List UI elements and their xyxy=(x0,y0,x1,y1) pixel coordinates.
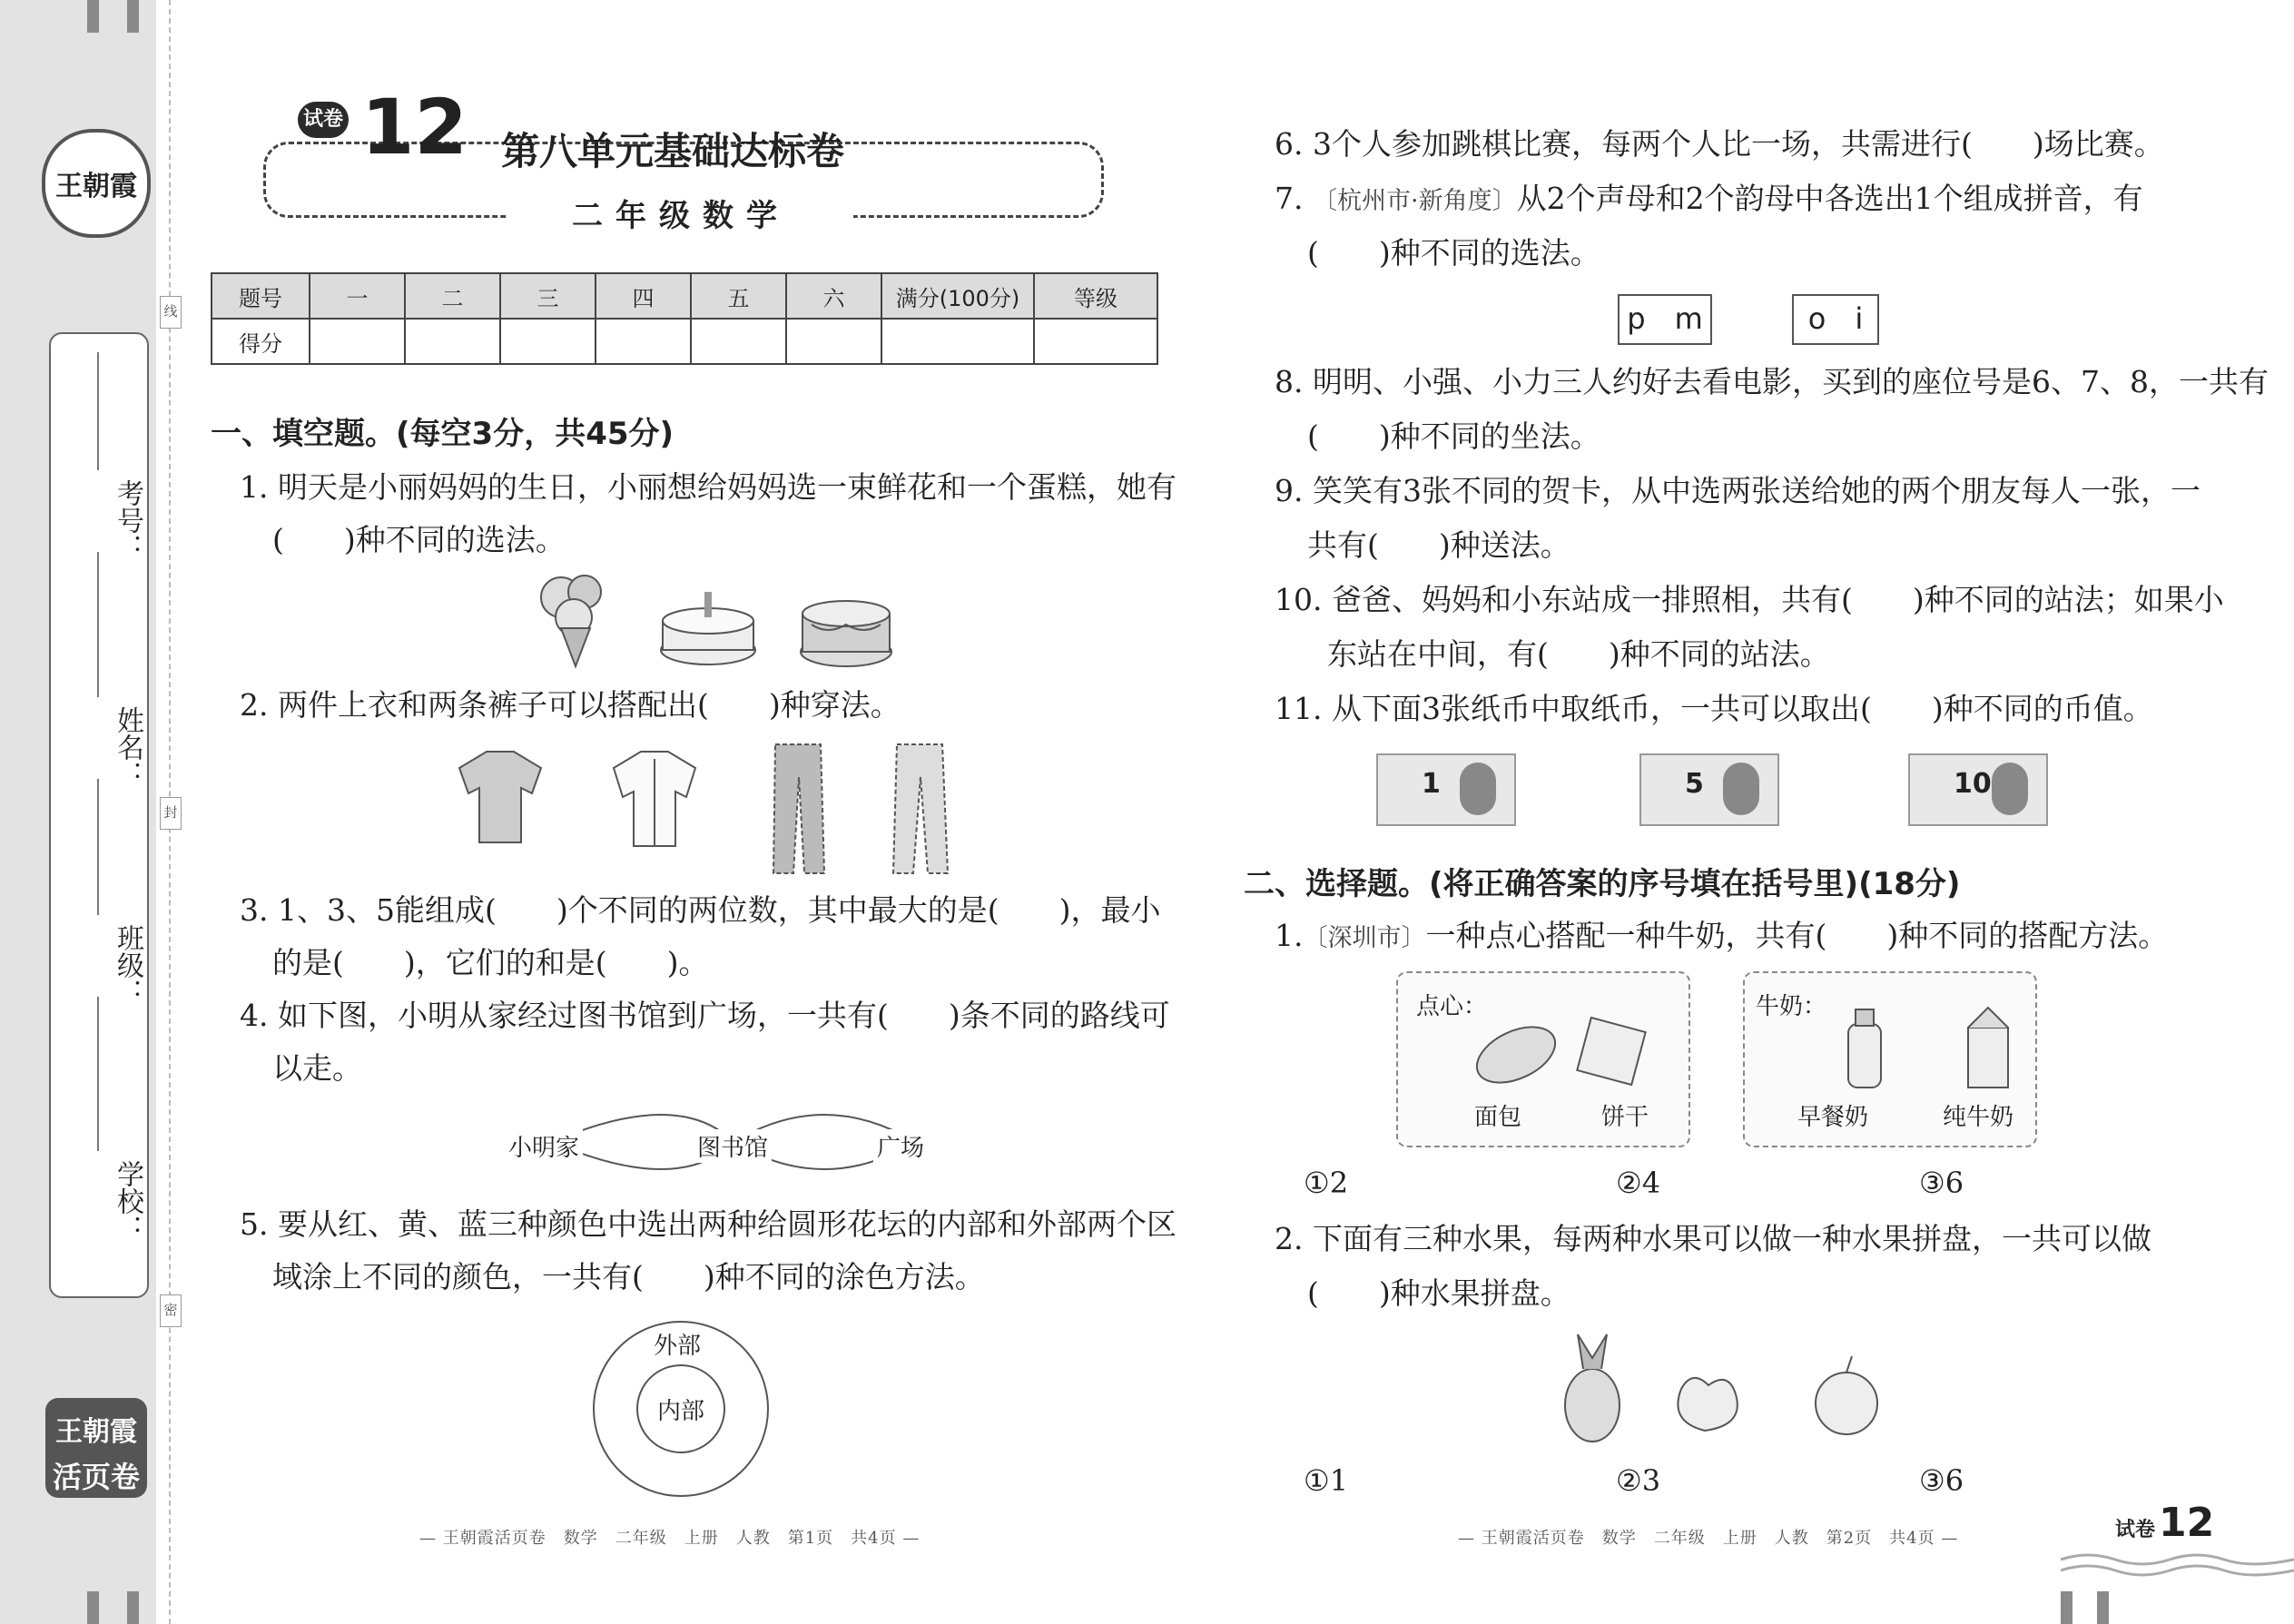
cut-mark: 密 xyxy=(160,1294,182,1327)
q7-text: 从2个声母和2个韵母中各选出1个组成拼音，有 xyxy=(1516,181,2143,216)
pinyin-initials-box: p m xyxy=(1618,294,1712,345)
s2-q2-line2: ( )种水果拼盘。 xyxy=(1307,1275,1570,1311)
q8-line2: ( )种不同的坐法。 xyxy=(1307,418,1600,454)
milk-breakfast: 早餐奶 xyxy=(1797,1104,1869,1131)
q4-line2: 以走。 xyxy=(272,1050,362,1086)
flowers-cakes-image xyxy=(527,570,908,672)
bouquet-icon xyxy=(541,576,601,666)
score-cell[interactable] xyxy=(310,319,405,364)
milk-pure: 纯牛奶 xyxy=(1943,1104,2014,1131)
score-header-cell: 三 xyxy=(500,273,596,319)
binding-bar xyxy=(87,1591,99,1624)
snack-label: 点心： xyxy=(1416,993,1488,1020)
s2-q1-option-1[interactable]: ①2 xyxy=(1304,1166,1349,1200)
clothes-image xyxy=(450,741,977,877)
exam-number-label: 考号： xyxy=(112,479,143,561)
q1-line1: 1. 明天是小丽妈妈的生日，小丽想给妈妈选一束鲜花和一个蛋糕，她有 xyxy=(240,469,1177,505)
section1-title: 一、填空题。(每空3分，共45分) xyxy=(211,416,674,452)
q1-line2: ( )种不同的选法。 xyxy=(272,522,566,557)
bread-icon xyxy=(1471,1016,1564,1088)
milk-label: 牛奶： xyxy=(1756,993,1827,1020)
score-header-cell: 五 xyxy=(691,273,786,319)
q4-line1: 4. 如下图，小明从家经过图书馆到广场，一共有( )条不同的路线可 xyxy=(240,998,1170,1033)
score-header-row xyxy=(212,273,1157,319)
banknote-1 xyxy=(1376,753,1516,826)
s2-q2-option-2[interactable]: ②3 xyxy=(1616,1463,1661,1498)
binding-bar xyxy=(2061,1591,2072,1624)
q9-line2: 共有( )种送法。 xyxy=(1307,527,1570,563)
q5-line1: 5. 要从红、黄、蓝三种颜色中选出两种给圆形花坛的内部和外部两个区 xyxy=(240,1206,1177,1242)
score-row xyxy=(212,319,1157,364)
s2-q2-option-3[interactable]: ③6 xyxy=(1919,1463,1964,1498)
banknote-10 xyxy=(1908,753,2048,826)
q3-line2: 的是( )，它们的和是( )。 xyxy=(272,945,709,980)
q9-line1: 9. 笑笑有3张不同的贺卡，从中选两张送给她的两个朋友每人一张，一 xyxy=(1275,473,2200,508)
school-label: 学校： xyxy=(112,1160,143,1242)
score-cell[interactable] xyxy=(500,319,596,364)
snack-bread: 面包 xyxy=(1474,1104,1522,1131)
score-header-cell: 六 xyxy=(786,273,881,319)
score-header-cell: 二 xyxy=(405,273,500,319)
wave-decoration xyxy=(2061,1550,2294,1587)
peach-icon xyxy=(1678,1378,1737,1431)
score-cell[interactable] xyxy=(405,319,500,364)
corner-number: 12 xyxy=(2159,1500,2215,1546)
banknote-value: 5 xyxy=(1685,768,1704,800)
score-cell[interactable] xyxy=(786,319,881,364)
q10-line2: 东站在中间，有( )种不同的站法。 xyxy=(1327,636,1830,672)
name-label: 姓名： xyxy=(112,706,143,788)
q2: 2. 两件上衣和两条裤子可以搭配出( )种穿法。 xyxy=(240,687,901,723)
score-cell[interactable] xyxy=(1034,319,1157,364)
exam-number-field-line[interactable] xyxy=(97,552,99,697)
brand-logo-text: 王朝霞 xyxy=(55,171,137,202)
snack-panel xyxy=(1396,971,1690,1147)
q7-line1 xyxy=(1275,172,2143,228)
route-library: 图书馆 xyxy=(694,1129,772,1163)
s2-q2-line1: 2. 下面有三种水果，每两种水果可以做一种水果拼盘，一共可以做 xyxy=(1275,1221,2151,1256)
portrait-icon xyxy=(1992,763,2028,815)
paper-number: 12 xyxy=(361,83,468,172)
inner-region-label: 内部 xyxy=(657,1398,705,1425)
score-cell[interactable] xyxy=(691,319,786,364)
banknote-value: 1 xyxy=(1422,768,1441,800)
corner-badge: 试卷 xyxy=(2115,1519,2156,1541)
portrait-icon xyxy=(1460,763,1496,815)
q6: 6. 3个人参加跳棋比赛，每两个人比一场，共需进行( )场比赛。 xyxy=(1275,126,2164,162)
portrait-icon xyxy=(1723,763,1759,815)
footer-left: — 王朝霞活页卷 数学 二年级 上册 人教 第1页 共4页 — xyxy=(419,1529,921,1548)
s2-q1 xyxy=(1275,910,2168,965)
s2-q1-text: 一种点心搭配一种牛奶，共有( )种不同的搭配方法。 xyxy=(1425,918,2169,953)
q8-line1: 8. 明明、小强、小力三人约好去看电影，买到的座位号是6、7、8，一共有 xyxy=(1275,364,2269,399)
cake-icon xyxy=(661,592,755,664)
binding-bar xyxy=(127,0,139,33)
unit-title: 第八单元基础达标卷 xyxy=(501,129,845,173)
grade-subject: 二年级数学 xyxy=(508,194,853,238)
class-field[interactable] xyxy=(97,997,99,1151)
banknote-5 xyxy=(1639,753,1779,826)
score-row-label: 得分 xyxy=(212,319,310,364)
milk-carton-icon xyxy=(1968,1008,2008,1088)
route-home: 小明家 xyxy=(505,1129,583,1163)
exam-number-field[interactable] xyxy=(97,352,99,470)
class-label: 班级： xyxy=(112,924,143,1006)
q5-line2: 域涂上不同的颜色，一共有( )种不同的涂色方法。 xyxy=(272,1259,985,1294)
q7-tag: 〔杭州市·新角度〕 xyxy=(1312,187,1517,215)
score-header-cell: 四 xyxy=(596,273,691,319)
cake-icon xyxy=(801,601,891,666)
q7-number: 7. xyxy=(1275,181,1313,216)
banknote-value: 10 xyxy=(1954,768,1992,800)
section2-title: 二、选择题。(将正确答案的序号填在括号里)(18分) xyxy=(1244,866,1961,902)
student-info-box xyxy=(49,332,149,1298)
score-header-cell: 满分(100分) xyxy=(881,273,1034,319)
pinyin-finals-box: o i xyxy=(1792,294,1879,345)
snack-biscuit: 饼干 xyxy=(1601,1104,1649,1131)
q11: 11. 从下面3张纸币中取纸币，一共可以取出( )种不同的币值。 xyxy=(1275,691,2153,726)
q3-line1: 3. 1、3、5能组成( )个不同的两位数，其中最大的是( )，最小 xyxy=(240,892,1161,928)
milk-bottle-icon xyxy=(1848,1009,1881,1088)
binding-bar xyxy=(87,0,99,33)
brand-logo xyxy=(42,129,151,238)
s2-q1-tag: 〔深圳市〕 xyxy=(1303,924,1426,952)
shirt-icon xyxy=(459,752,541,842)
score-cell[interactable] xyxy=(596,319,691,364)
q10-line1: 10. 爸爸、妈妈和小东站成一排照相，共有( )种不同的站法；如果小 xyxy=(1275,582,2224,617)
fruit-images xyxy=(1556,1331,1901,1445)
route-square: 广场 xyxy=(873,1129,928,1163)
score-header-cell: 一 xyxy=(310,273,405,319)
biscuit-icon xyxy=(1577,1018,1645,1085)
s2-q1-number: 1. xyxy=(1275,918,1304,953)
s2-q1-option-2[interactable]: ②4 xyxy=(1616,1166,1661,1200)
pineapple-icon xyxy=(1565,1334,1620,1442)
shirt-icon xyxy=(614,752,695,846)
name-field[interactable] xyxy=(97,779,99,915)
cut-mark: 封 xyxy=(160,797,182,830)
s2-q2-option-1[interactable]: ①1 xyxy=(1304,1463,1349,1498)
s2-q1-option-3[interactable]: ③6 xyxy=(1919,1166,1964,1200)
score-table xyxy=(211,272,1158,365)
snack-images xyxy=(1471,1015,1652,1088)
milk-images xyxy=(1836,1000,2017,1091)
score-header-cell: 题号 xyxy=(212,273,310,319)
cut-mark: 线 xyxy=(160,296,182,329)
score-cell[interactable] xyxy=(881,319,1034,364)
binding-bar xyxy=(127,1591,139,1624)
q7-line2: ( )种不同的选法。 xyxy=(1307,235,1600,271)
binding-bar xyxy=(2097,1591,2109,1624)
apple-icon xyxy=(1816,1356,1877,1434)
milk-panel xyxy=(1743,971,2037,1147)
pants-icon xyxy=(773,744,824,873)
bottom-logo-bottom: 活页卷 xyxy=(52,1460,140,1494)
bottom-logo-top: 王朝霞 xyxy=(55,1416,137,1448)
pants-icon xyxy=(893,744,948,873)
paper-badge: 试卷 xyxy=(298,102,349,138)
outer-region-label: 外部 xyxy=(654,1333,702,1360)
score-header-cell: 等级 xyxy=(1034,273,1157,319)
footer-right: — 王朝霞活页卷 数学 二年级 上册 人教 第2页 共4页 — xyxy=(1458,1529,1959,1548)
bottom-logo xyxy=(45,1398,147,1498)
